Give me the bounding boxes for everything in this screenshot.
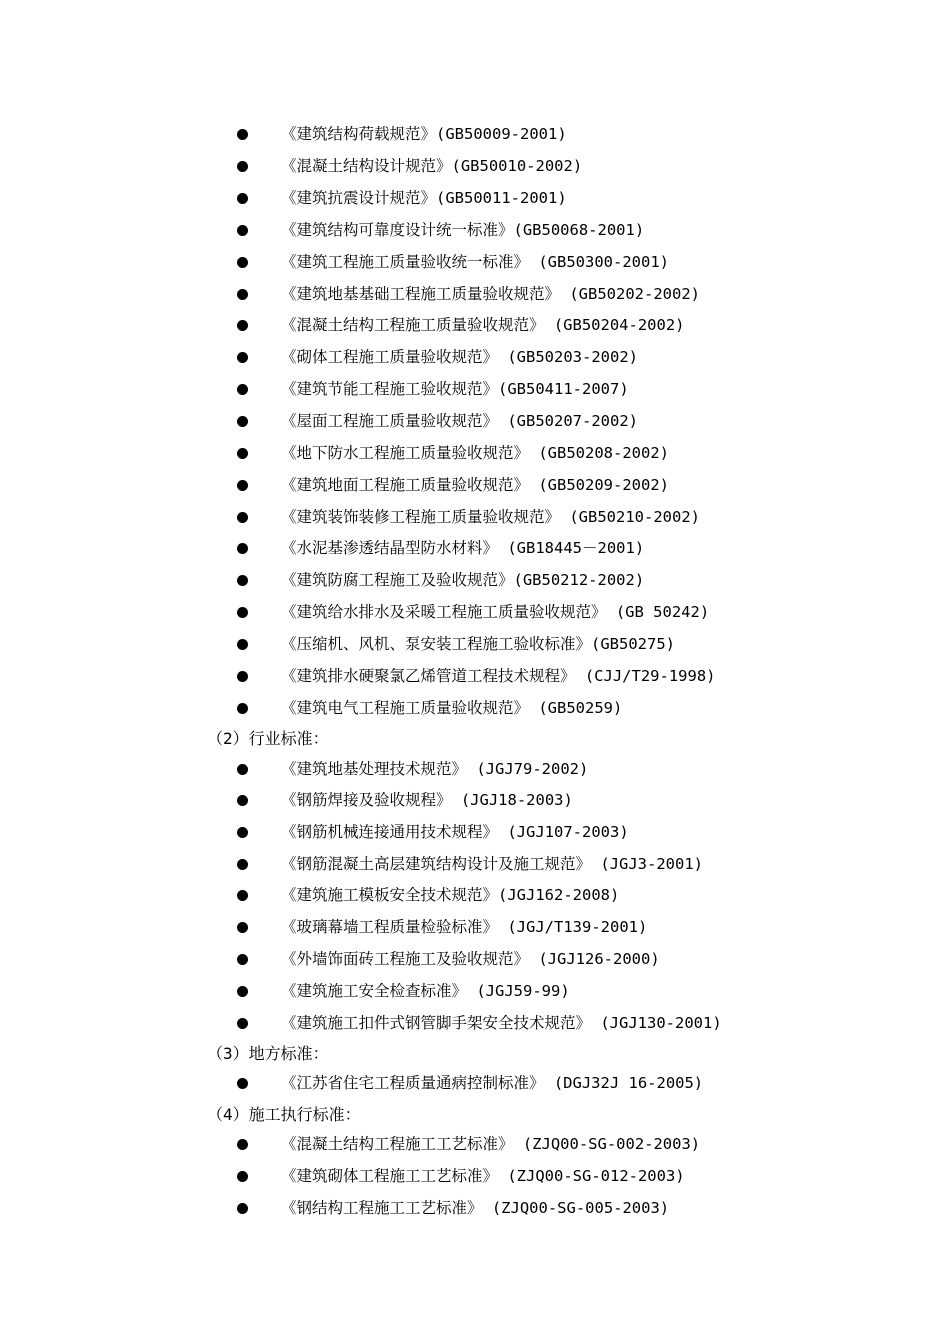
bullet-icon — [237, 543, 248, 554]
section-heading-local — [207, 1040, 329, 1068]
bullet-icon — [237, 890, 248, 901]
list-item — [237, 184, 567, 212]
list-item — [237, 1069, 703, 1097]
list-item — [237, 566, 644, 594]
list-item-text: 《建筑施工安全检查标准》 (JGJ59-99) — [281, 982, 570, 1000]
section-heading-text: （4）施工执行标准： — [207, 1105, 361, 1124]
bullet-icon — [237, 859, 248, 870]
list-item — [237, 1009, 722, 1037]
list-item-text: 《建筑电气工程施工质量验收规范》 (GB50259) — [281, 699, 623, 717]
bullet-icon — [237, 257, 248, 268]
list-item — [237, 1162, 685, 1190]
bullet-icon — [237, 384, 248, 395]
list-item-text: 《建筑结构荷载规范》(GB50009-2001) — [281, 125, 567, 143]
list-item — [237, 818, 629, 846]
list-item-text: 《钢结构工程施工工艺标准》 (ZJQ00-SG-005-2003) — [281, 1199, 670, 1217]
section-heading-industry — [207, 725, 329, 753]
section-heading-construction — [207, 1101, 361, 1129]
bullet-icon — [237, 416, 248, 427]
list-item — [237, 755, 588, 783]
list-item-text: 《建筑防腐工程施工及验收规范》(GB50212-2002) — [281, 571, 645, 589]
list-item-text: 《建筑节能工程施工验收规范》(GB50411-2007) — [281, 380, 629, 398]
bullet-icon — [237, 764, 248, 775]
list-item — [237, 439, 669, 467]
list-item-text: 《压缩机、风机、泵安装工程施工验收标准》(GB50275) — [281, 635, 675, 653]
list-item — [237, 120, 567, 148]
section-heading-text: （3）地方标准： — [207, 1044, 329, 1063]
list-item — [237, 280, 700, 308]
list-item — [237, 945, 660, 973]
list-item-text: 《建筑地基基础工程施工质量验收规范》 (GB50202-2002) — [281, 285, 700, 303]
list-item — [237, 311, 684, 339]
bullet-icon — [237, 575, 248, 586]
bullet-icon — [237, 448, 248, 459]
list-item-text: 《建筑结构可靠度设计统一标准》(GB50068-2001) — [281, 221, 645, 239]
bullet-icon — [237, 639, 248, 650]
bullet-icon — [237, 352, 248, 363]
list-item-text: 《建筑施工模板安全技术规范》(JGJ162-2008) — [281, 886, 620, 904]
list-item — [237, 913, 647, 941]
list-item — [237, 343, 638, 371]
list-item — [237, 248, 669, 276]
bullet-icon — [237, 986, 248, 997]
list-item-text: 《砌体工程施工质量验收规范》 (GB50203-2002) — [281, 348, 638, 366]
bullet-icon — [237, 480, 248, 491]
list-item-text: 《建筑砌体工程施工工艺标准》 (ZJQ00-SG-012-2003) — [281, 1167, 685, 1185]
list-item-text: 《江苏省住宅工程质量通病控制标准》 (DGJ32J 16-2005) — [281, 1074, 704, 1092]
bullet-icon — [237, 289, 248, 300]
list-item — [237, 216, 644, 244]
list-item — [237, 977, 570, 1005]
bullet-icon — [237, 827, 248, 838]
list-item-text: 《钢筋混凝土高层建筑结构设计及施工规范》 (JGJ3-2001) — [281, 855, 703, 873]
list-item — [237, 152, 582, 180]
section-heading-text: （2）行业标准： — [207, 729, 329, 748]
list-item-text: 《建筑抗震设计规范》(GB50011-2001) — [281, 189, 567, 207]
list-item — [237, 503, 700, 531]
list-item-text: 《水泥基渗透结晶型防水材料》 (GB18445－2001) — [281, 539, 645, 557]
bullet-icon — [237, 1078, 248, 1089]
list-item-text: 《建筑给水排水及采暖工程施工质量验收规范》 (GB 50242) — [281, 603, 710, 621]
list-item-text: 《建筑地面工程施工质量验收规范》 (GB50209-2002) — [281, 476, 669, 494]
list-item — [237, 694, 622, 722]
bullet-icon — [237, 193, 248, 204]
bullet-icon — [237, 1203, 248, 1214]
bullet-icon — [237, 1139, 248, 1150]
list-item-text: 《钢筋焊接及验收规程》 (JGJ18-2003) — [281, 791, 573, 809]
list-item-text: 《建筑施工扣件式钢管脚手架安全技术规范》 (JGJ130-2001) — [281, 1014, 722, 1032]
bullet-icon — [237, 320, 248, 331]
bullet-icon — [237, 671, 248, 682]
bullet-icon — [237, 607, 248, 618]
list-item-text: 《混凝土结构工程施工质量验收规范》 (GB50204-2002) — [281, 316, 685, 334]
list-item — [237, 407, 638, 435]
list-item-text: 《钢筋机械连接通用技术规程》 (JGJ107-2003) — [281, 823, 629, 841]
list-item — [237, 786, 573, 814]
bullet-icon — [237, 1171, 248, 1182]
list-item — [237, 1194, 669, 1222]
list-item — [237, 598, 709, 626]
list-item — [237, 471, 669, 499]
list-item-text: 《玻璃幕墙工程质量检验标准》 (JGJ/T139-2001) — [281, 918, 648, 936]
list-item — [237, 881, 619, 909]
list-item-text: 《外墙饰面砖工程施工及验收规范》 (JGJ126-2000) — [281, 950, 660, 968]
bullet-icon — [237, 225, 248, 236]
bullet-icon — [237, 703, 248, 714]
list-item — [237, 662, 715, 690]
bullet-icon — [237, 1018, 248, 1029]
list-item — [237, 630, 675, 658]
list-item-text: 《建筑装饰装修工程施工质量验收规范》 (GB50210-2002) — [281, 508, 700, 526]
list-item — [237, 1130, 700, 1158]
list-item-text: 《地下防水工程施工质量验收规范》 (GB50208-2002) — [281, 444, 669, 462]
list-item — [237, 375, 629, 403]
bullet-icon — [237, 795, 248, 806]
bullet-icon — [237, 954, 248, 965]
list-item-text: 《混凝土结构设计规范》(GB50010-2002) — [281, 157, 583, 175]
list-item — [237, 850, 703, 878]
list-item-text: 《建筑排水硬聚氯乙烯管道工程技术规程》 (CJJ/T29-1998) — [281, 667, 716, 685]
list-item-text: 《建筑工程施工质量验收统一标准》 (GB50300-2001) — [281, 253, 669, 271]
bullet-icon — [237, 512, 248, 523]
list-item-text: 《屋面工程施工质量验收规范》 (GB50207-2002) — [281, 412, 638, 430]
bullet-icon — [237, 922, 248, 933]
list-item-text: 《混凝土结构工程施工工艺标准》 (ZJQ00-SG-002-2003) — [281, 1135, 701, 1153]
list-item — [237, 534, 644, 562]
bullet-icon — [237, 129, 248, 140]
bullet-icon — [237, 161, 248, 172]
list-item-text: 《建筑地基处理技术规范》 (JGJ79-2002) — [281, 760, 589, 778]
